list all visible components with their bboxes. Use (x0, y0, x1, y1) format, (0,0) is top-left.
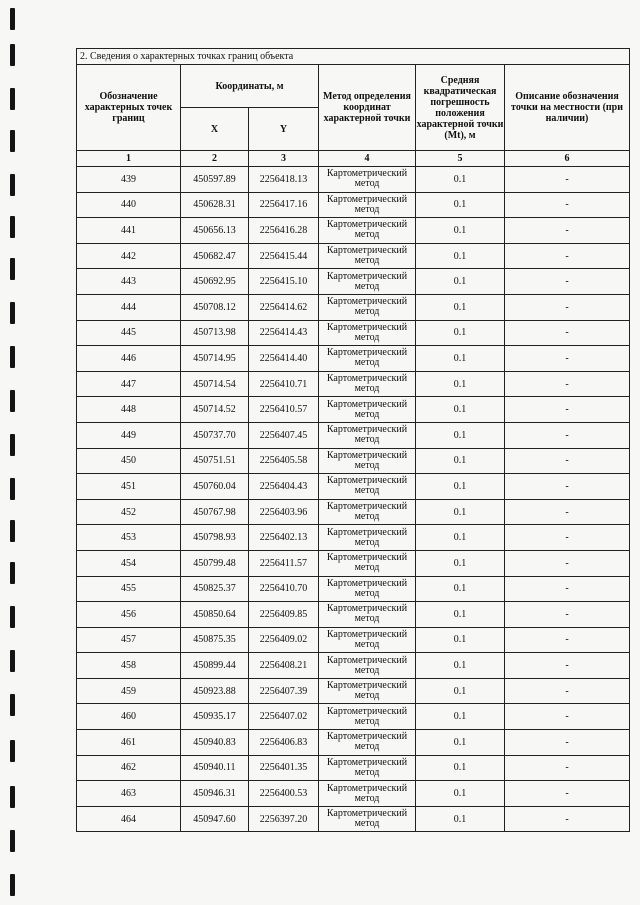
x-coordinate-cell: 450713.98 (181, 320, 249, 346)
method-cell: Картометрический метод (319, 294, 416, 320)
column-number: 1 (77, 151, 181, 167)
binding-mark (10, 786, 15, 808)
description-cell: - (505, 730, 630, 756)
error-cell: 0.1 (416, 346, 505, 372)
x-coordinate-cell: 450760.04 (181, 474, 249, 500)
table-row (77, 602, 630, 628)
error-cell: 0.1 (416, 781, 505, 807)
y-coordinate-cell: 2256410.70 (249, 576, 319, 602)
y-coordinate-cell: 2256415.10 (249, 269, 319, 295)
error-cell: 0.1 (416, 499, 505, 525)
section-title: 2. Сведения о характерных точках границ объекта (77, 49, 630, 65)
y-coordinate-cell: 2256414.40 (249, 346, 319, 372)
binding-mark (10, 478, 15, 500)
error-cell: 0.1 (416, 320, 505, 346)
error-cell: 0.1 (416, 653, 505, 679)
point-number-cell: 444 (77, 294, 181, 320)
method-cell: Картометрический метод (319, 269, 416, 295)
point-number-cell: 451 (77, 474, 181, 500)
table-row (77, 755, 630, 781)
description-cell: - (505, 448, 630, 474)
point-number-cell: 442 (77, 243, 181, 269)
error-cell: 0.1 (416, 192, 505, 218)
binding-mark (10, 174, 15, 196)
table-row (77, 269, 630, 295)
description-cell: - (505, 422, 630, 448)
error-cell: 0.1 (416, 474, 505, 500)
x-coordinate-cell: 450940.83 (181, 730, 249, 756)
x-coordinate-cell: 450597.89 (181, 167, 249, 193)
point-number-cell: 464 (77, 806, 181, 832)
point-number-cell: 461 (77, 730, 181, 756)
error-cell: 0.1 (416, 704, 505, 730)
point-number-cell: 458 (77, 653, 181, 679)
error-cell: 0.1 (416, 448, 505, 474)
point-number-cell: 453 (77, 525, 181, 551)
binding-mark (10, 562, 15, 584)
x-coordinate-cell: 450682.47 (181, 243, 249, 269)
error-cell: 0.1 (416, 627, 505, 653)
binding-mark (10, 88, 15, 110)
point-number-cell: 440 (77, 192, 181, 218)
x-coordinate-cell: 450946.31 (181, 781, 249, 807)
header-point-designation: Обозначение характерных точек границ (77, 65, 181, 151)
method-cell: Картометрический метод (319, 627, 416, 653)
description-cell: - (505, 499, 630, 525)
description-cell: - (505, 755, 630, 781)
boundary-points-table (76, 48, 630, 832)
binding-marks (10, 0, 20, 905)
x-coordinate-cell: 450656.13 (181, 218, 249, 244)
method-cell: Картометрический метод (319, 602, 416, 628)
point-number-cell: 462 (77, 755, 181, 781)
table-row (77, 678, 630, 704)
binding-mark (10, 216, 15, 238)
binding-mark (10, 302, 15, 324)
error-cell: 0.1 (416, 218, 505, 244)
description-cell: - (505, 781, 630, 807)
error-cell: 0.1 (416, 602, 505, 628)
description-cell: - (505, 576, 630, 602)
y-coordinate-cell: 2256406.83 (249, 730, 319, 756)
x-coordinate-cell: 450628.31 (181, 192, 249, 218)
method-cell: Картометрический метод (319, 422, 416, 448)
description-cell: - (505, 167, 630, 193)
y-coordinate-cell: 2256407.39 (249, 678, 319, 704)
x-coordinate-cell: 450798.93 (181, 525, 249, 551)
point-number-cell: 454 (77, 550, 181, 576)
y-coordinate-cell: 2256403.96 (249, 499, 319, 525)
y-coordinate-cell: 2256405.58 (249, 448, 319, 474)
method-cell: Картометрический метод (319, 550, 416, 576)
point-number-cell: 459 (77, 678, 181, 704)
description-cell: - (505, 397, 630, 423)
x-coordinate-cell: 450767.98 (181, 499, 249, 525)
point-number-cell: 448 (77, 397, 181, 423)
table-row (77, 550, 630, 576)
binding-mark (10, 130, 15, 152)
method-cell: Картометрический метод (319, 781, 416, 807)
header-coordinates: Координаты, м (181, 65, 319, 108)
header-error: Средняя квадратическая погрешность положения характерной точки (Mt), м (416, 65, 505, 151)
x-coordinate-cell: 450714.52 (181, 397, 249, 423)
error-cell: 0.1 (416, 397, 505, 423)
error-cell: 0.1 (416, 243, 505, 269)
binding-mark (10, 694, 15, 716)
y-coordinate-cell: 2256408.21 (249, 653, 319, 679)
table-row (77, 499, 630, 525)
point-number-cell: 447 (77, 371, 181, 397)
y-coordinate-cell: 2256415.44 (249, 243, 319, 269)
description-cell: - (505, 602, 630, 628)
y-coordinate-cell: 2256401.35 (249, 755, 319, 781)
point-number-cell: 456 (77, 602, 181, 628)
description-cell: - (505, 627, 630, 653)
y-coordinate-cell: 2256414.62 (249, 294, 319, 320)
column-number: 2 (181, 151, 249, 167)
y-coordinate-cell: 2256410.71 (249, 371, 319, 397)
method-cell: Картометрический метод (319, 499, 416, 525)
y-coordinate-cell: 2256417.16 (249, 192, 319, 218)
binding-mark (10, 830, 15, 852)
x-coordinate-cell: 450714.54 (181, 371, 249, 397)
binding-mark (10, 346, 15, 368)
y-coordinate-cell: 2256411.57 (249, 550, 319, 576)
header-x: X (181, 108, 249, 151)
binding-mark (10, 874, 15, 896)
table-row (77, 294, 630, 320)
method-cell: Картометрический метод (319, 653, 416, 679)
error-cell: 0.1 (416, 576, 505, 602)
point-number-cell: 452 (77, 499, 181, 525)
error-cell: 0.1 (416, 550, 505, 576)
y-coordinate-cell: 2256400.53 (249, 781, 319, 807)
error-cell: 0.1 (416, 806, 505, 832)
description-cell: - (505, 269, 630, 295)
table-row (77, 167, 630, 193)
point-number-cell: 443 (77, 269, 181, 295)
description-cell: - (505, 525, 630, 551)
x-coordinate-cell: 450799.48 (181, 550, 249, 576)
description-cell: - (505, 806, 630, 832)
table-row (77, 397, 630, 423)
binding-mark (10, 606, 15, 628)
binding-mark (10, 390, 15, 412)
binding-mark (10, 520, 15, 542)
table-row (77, 243, 630, 269)
table-row (77, 218, 630, 244)
table-row (77, 525, 630, 551)
method-cell: Картометрический метод (319, 678, 416, 704)
point-number-cell: 445 (77, 320, 181, 346)
column-number: 3 (249, 151, 319, 167)
method-cell: Картометрический метод (319, 448, 416, 474)
description-cell: - (505, 704, 630, 730)
error-cell: 0.1 (416, 730, 505, 756)
x-coordinate-cell: 450850.64 (181, 602, 249, 628)
error-cell: 0.1 (416, 422, 505, 448)
method-cell: Картометрический метод (319, 371, 416, 397)
y-coordinate-cell: 2256397.20 (249, 806, 319, 832)
column-numbers-row (77, 151, 630, 167)
x-coordinate-cell: 450737.70 (181, 422, 249, 448)
y-coordinate-cell: 2256416.28 (249, 218, 319, 244)
y-coordinate-cell: 2256410.57 (249, 397, 319, 423)
point-number-cell: 450 (77, 448, 181, 474)
description-cell: - (505, 678, 630, 704)
method-cell: Картометрический метод (319, 243, 416, 269)
error-cell: 0.1 (416, 269, 505, 295)
y-coordinate-cell: 2256404.43 (249, 474, 319, 500)
table-row (77, 653, 630, 679)
binding-mark (10, 650, 15, 672)
table-row (77, 192, 630, 218)
method-cell: Картометрический метод (319, 397, 416, 423)
y-coordinate-cell: 2256409.02 (249, 627, 319, 653)
description-cell: - (505, 294, 630, 320)
y-coordinate-cell: 2256402.13 (249, 525, 319, 551)
description-cell: - (505, 653, 630, 679)
y-coordinate-cell: 2256407.02 (249, 704, 319, 730)
error-cell: 0.1 (416, 294, 505, 320)
table-row (77, 474, 630, 500)
x-coordinate-cell: 450714.95 (181, 346, 249, 372)
method-cell: Картометрический метод (319, 806, 416, 832)
method-cell: Картометрический метод (319, 192, 416, 218)
point-number-cell: 455 (77, 576, 181, 602)
x-coordinate-cell: 450899.44 (181, 653, 249, 679)
description-cell: - (505, 243, 630, 269)
x-coordinate-cell: 450935.17 (181, 704, 249, 730)
table-row (77, 704, 630, 730)
error-cell: 0.1 (416, 167, 505, 193)
header-method: Метод определения координат характерной точки (319, 65, 416, 151)
description-cell: - (505, 346, 630, 372)
binding-mark (10, 258, 15, 280)
point-number-cell: 463 (77, 781, 181, 807)
method-cell: Картометрический метод (319, 704, 416, 730)
x-coordinate-cell: 450692.95 (181, 269, 249, 295)
point-number-cell: 457 (77, 627, 181, 653)
description-cell: - (505, 192, 630, 218)
column-number: 4 (319, 151, 416, 167)
column-number: 6 (505, 151, 630, 167)
binding-mark (10, 8, 15, 30)
table-row (77, 422, 630, 448)
x-coordinate-cell: 450751.51 (181, 448, 249, 474)
method-cell: Картометрический метод (319, 218, 416, 244)
method-cell: Картометрический метод (319, 576, 416, 602)
method-cell: Картометрический метод (319, 525, 416, 551)
point-number-cell: 449 (77, 422, 181, 448)
table-row (77, 806, 630, 832)
header-description: Описание обозначения точки на местности (при наличии) (505, 65, 630, 151)
description-cell: - (505, 550, 630, 576)
table-row (77, 627, 630, 653)
table-row (77, 346, 630, 372)
table-row (77, 448, 630, 474)
binding-mark (10, 44, 15, 66)
point-number-cell: 446 (77, 346, 181, 372)
y-coordinate-cell: 2256407.45 (249, 422, 319, 448)
description-cell: - (505, 371, 630, 397)
method-cell: Картометрический метод (319, 320, 416, 346)
column-number: 5 (416, 151, 505, 167)
description-cell: - (505, 218, 630, 244)
x-coordinate-cell: 450940.11 (181, 755, 249, 781)
y-coordinate-cell: 2256414.43 (249, 320, 319, 346)
method-cell: Картометрический метод (319, 474, 416, 500)
table-row (77, 371, 630, 397)
description-cell: - (505, 320, 630, 346)
x-coordinate-cell: 450825.37 (181, 576, 249, 602)
method-cell: Картометрический метод (319, 755, 416, 781)
x-coordinate-cell: 450923.88 (181, 678, 249, 704)
error-cell: 0.1 (416, 371, 505, 397)
point-number-cell: 441 (77, 218, 181, 244)
method-cell: Картометрический метод (319, 730, 416, 756)
method-cell: Картометрический метод (319, 167, 416, 193)
error-cell: 0.1 (416, 525, 505, 551)
error-cell: 0.1 (416, 755, 505, 781)
table-row (77, 781, 630, 807)
header-y: Y (249, 108, 319, 151)
table-row (77, 576, 630, 602)
binding-mark (10, 740, 15, 762)
x-coordinate-cell: 450947.60 (181, 806, 249, 832)
y-coordinate-cell: 2256418.13 (249, 167, 319, 193)
method-cell: Картометрический метод (319, 346, 416, 372)
table-row (77, 730, 630, 756)
table-row (77, 320, 630, 346)
binding-mark (10, 434, 15, 456)
description-cell: - (505, 474, 630, 500)
point-number-cell: 460 (77, 704, 181, 730)
error-cell: 0.1 (416, 678, 505, 704)
x-coordinate-cell: 450708.12 (181, 294, 249, 320)
x-coordinate-cell: 450875.35 (181, 627, 249, 653)
y-coordinate-cell: 2256409.85 (249, 602, 319, 628)
point-number-cell: 439 (77, 167, 181, 193)
